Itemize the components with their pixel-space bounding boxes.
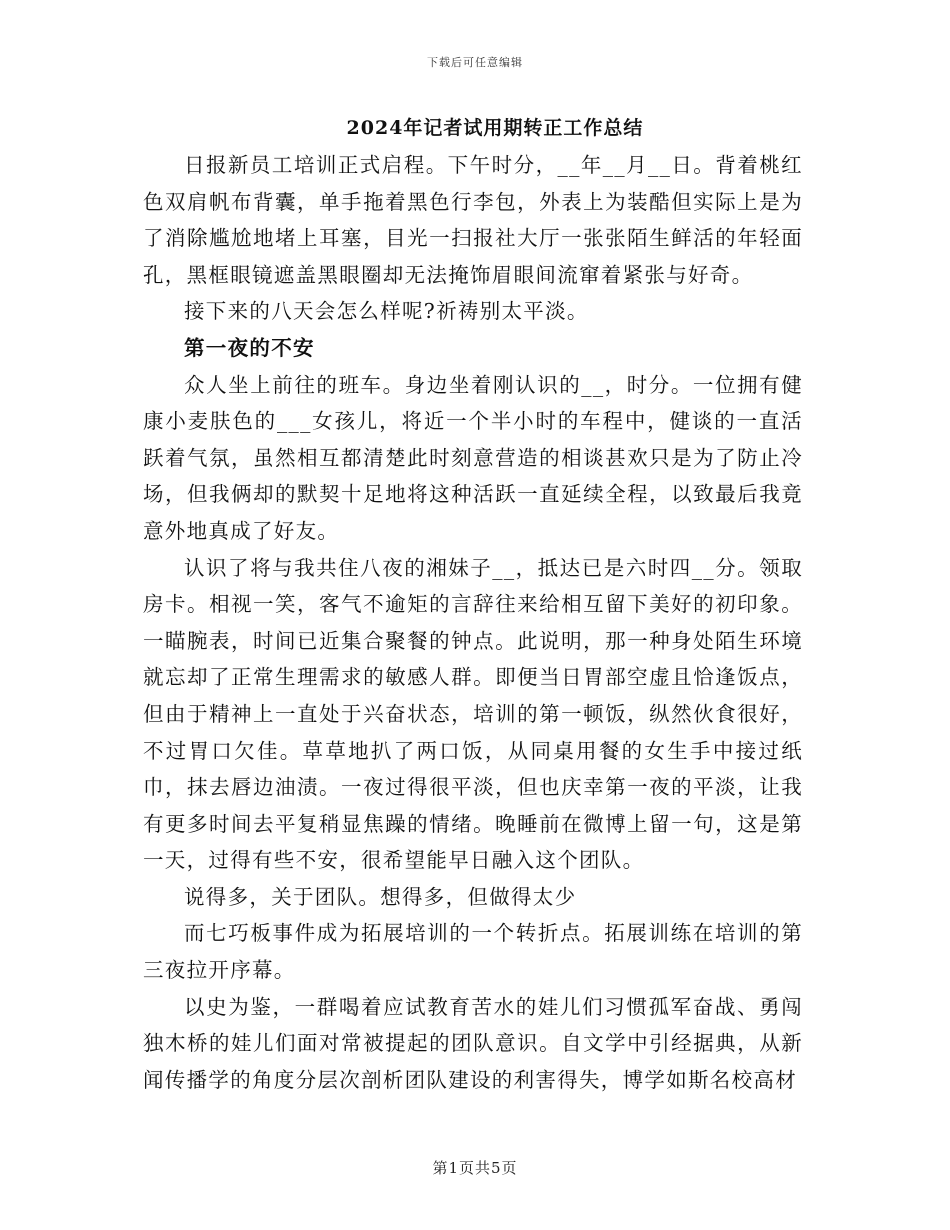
paragraph-roommate: 认识了将与我共住八夜的湘妹子__，抵达已是六时四__分。领取房卡。相视一笑，客气不逾矩的言辞往来给相互留下美好的初印象。一瞄腕表，时间已近集合聚餐的钟点。此说明，那一种身处陌生环境就忘却了正常生理需求的敏感人群。即便当日胃部空虚且恰逢饭点，但由于精神上一直处于兴奋状态，培训的第一顿饭，纵然伙食很好，不过胃口欠佳。草草地扒了两口饭，从同桌用餐的女生手中接过纸巾，抹去唇边油渍。一夜过得很平淡，但也庆幸第一夜的平淡，让我有更多时间去平复稍显焦躁的情绪。晚睡前在微博上留一句，这是第一天，过得有些不安，很希望能早日融入这个团队。 bbox=[143, 555, 803, 873]
header-note: 下载后可任意编辑 bbox=[427, 56, 523, 69]
paragraph-expectation: 接下来的八天会怎么样呢?祈祷别太平淡。 bbox=[184, 299, 589, 324]
paragraph-history: 以史为鉴，一群喝着应试教育苦水的娃儿们习惯孤军奋战、勇闯独木桥的娃儿们面对常被提起的团队意识。自文学中引经据典，从新闻传播学的角度分层次剖析团队建设的利害得失，博学如斯名校高材 bbox=[143, 994, 803, 1092]
section-heading-first-night: 第一夜的不安 bbox=[184, 335, 315, 360]
document-body bbox=[143, 147, 803, 1098]
paragraph-bus-ride: 众人坐上前往的班车。身边坐着刚认识的__，时分。一位拥有健康小麦肤色的___女孩儿，将近一个半小时的车程中，健谈的一直活跃着气氛，虽然相互都清楚此时刻意营造的相谈甚欢只是为了防止冷场，但我俩却的默契十足地将这种活跃一直延续全程，以致最后我竟意外地真成了好友。 bbox=[143, 372, 803, 543]
document-title: 2024年记者试用期转正工作总结 bbox=[346, 117, 644, 139]
paragraph-intro: 日报新员工培训正式启程。下午时分，__年__月__日。背着桃红色双肩帆布背囊，单手拖着黑色行李包，外表上为装酷但实际上是为了消除尴尬地堵上耳塞，目光一扫报社大厅一张张陌生鲜活的年轻面孔，黑框眼镜遮盖黑眼圈却无法掩饰眉眼间流窜着紧张与好奇。 bbox=[143, 153, 803, 287]
paragraph-tangram: 而七巧板事件成为拓展培训的一个转折点。拓展训练在培训的第三夜拉开序幕。 bbox=[143, 921, 803, 983]
page-number: 第1页共5页 bbox=[432, 1159, 518, 1177]
paragraph-team-subheading: 说得多，关于团队。想得多，但做得太少 bbox=[184, 884, 577, 909]
